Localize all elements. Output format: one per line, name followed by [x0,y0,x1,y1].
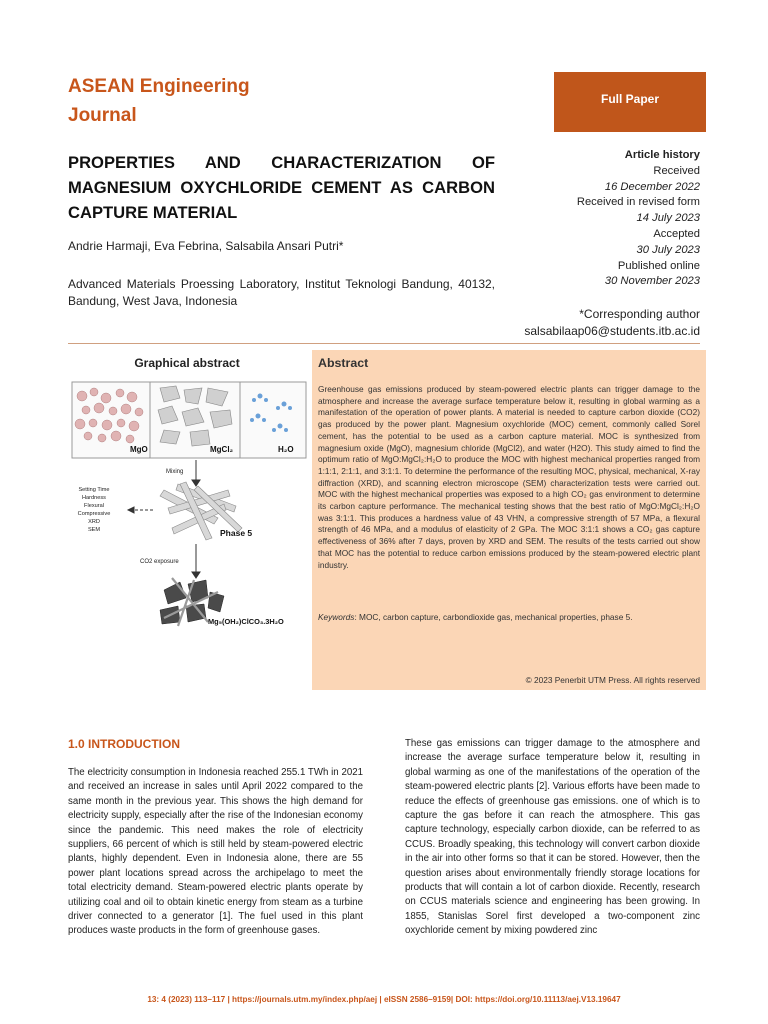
history-published-label: Published online [617,259,700,272]
h2o-label: H₂O [278,445,294,454]
test-label: Setting Time [78,487,110,493]
journal-name-line2: Journal [68,105,137,126]
mixing-label: Mixing [166,469,184,475]
article-history [470,148,700,290]
mgo-label: MgO [130,445,148,454]
corresponding-label: *Corresponding author [579,307,700,321]
keywords-list: : MOC, carbon capture, carbondioxide gas, mechanical properties, phase 5. [354,612,633,622]
copyright: © 2023 Penerbit UTM Press. All rights reserved [525,675,700,685]
introduction-column-2: These gas emissions can trigger damage to the atmosphere and increase the average surface temperature below it, resulting in global warming as one of the manifestations of the operation of the steam-powered electric plants [2]. Various efforts have been made to reduce the effects of greenhouse gas emissions. one of which is to capture the gas before it can reach the atmosphere. This gas capture technology, especially carbon dioxide, can be referred to as CCUS. Broadly speaking, this technology will convert carbon dioxide in the air into other forms so that it can be stored. However, then the question arises about environmentally friendly storage locations for products that will contain a lot of carbon dioxide. Recently, research on CCUS materials science and engineering has been growing. In 1855, Stanislas Sorel first developed a two-component zinc oxychloride cement by mixing powdered zinc [405,738,700,937]
affiliation: Advanced Materials Proessing Laboratory, Institut Teknologi Bandung, 40132, Bandung, West Java, Indonesia [68,277,495,308]
test-label: Hardness [82,495,106,501]
corresponding-author [420,306,700,340]
history-revised-date: 14 July 2023 [636,212,700,225]
test-label: Flexural [84,503,104,509]
history-heading: Article history [624,149,700,161]
phase5-label: Phase 5 [220,528,253,538]
test-arrow [128,507,154,513]
test-labels [78,487,111,533]
graphical-abstract-heading: Graphical abstract [134,356,240,370]
test-label: SEM [87,527,101,533]
history-accepted-date: 30 July 2023 [636,243,700,256]
history-received-label: Received [653,164,700,177]
graphical-abstract-figure [68,378,312,636]
journal-name-line1: ASEAN Engineering [68,76,250,97]
keywords-label: Keywords [318,612,355,622]
test-label: XRD [88,519,100,525]
journal-name [68,72,368,130]
paper-title: PROPERTIES AND CHARACTERIZATION OF MAGNESIUM OXYCHLORIDE CEMENT AS CARBON CAPTURE MATERIAL [68,153,495,222]
history-accepted-label: Accepted [653,227,700,240]
mixing-arrow [192,460,200,486]
history-published-date: 30 November 2023 [604,275,700,288]
introduction-column-1: The electricity consumption in Indonesia reached 255.1 TWh in 2021 and received an increase in sales until April 2022 compared to the same month in the previous year. This shows the high demand for electricity supply, especially after the rise of the Indonesian economy since the pandemic. This need makes the role of electricity suppliers, 66 percent of which is still held by steam-powered electric plants, highly dependent. Even in Indonesia alone, there are 55 power plant locations spread across the archipelago to meet the total electricity demand. Steam-powered electric plants operate by utilizing coal and oil to obtain kinetic energy from steam as a turbine driver connected to a generator [1]. The fuel used in this plant produces waste products in the form of greenhouse gases. [68,767,363,937]
authors: Andrie Harmaji, Eva Febrina, Salsabila Ansari Putri* [68,239,344,253]
page-footer: 13: 4 (2023) 113–117 | https://journals.utm.my/index.php/aej | eISSN 2586–9159| DOI: https://doi.org/10.11113/aej.V13.19647 [147,995,621,1004]
co2-label: CO2 exposure [140,559,179,565]
history-received-date: 16 December 2022 [604,180,700,193]
mgcl2-label: MgCl₂ [210,445,234,454]
history-revised-label: Received in revised form [576,196,700,209]
abstract-heading: Abstract [318,356,369,370]
introduction-heading: 1.0 INTRODUCTION [68,737,181,751]
co2-arrow [192,544,200,578]
paper-type-label: Full Paper [600,92,659,106]
abstract-text: Greenhouse gas emissions produced by steam-powered electric plants can trigger damage to the atmosphere and increase the average surface temperature below it, resulting in global warming as a manifestation of the operation of power plants. A material is needed to capture carbon dioxide (CO2) gas produced by the power plant. Magnesium oxychloride (MOC) cement, commonly called Sorel cement, has the potential to be used as a carbon capture material. MOC is synthesized from magnesium oxide (MgO), magnesium chloride (MgCl2), and water (H2O). This study aimed to find the optimum ratio of MgO:MgCl₂:H₂O to produce the MOC with highest mechanical properties ranged from 1:1:1, 2:1:1, and 3:1:1. To determine the performance of the resulting MOC, physical, mechanical, X-ray diffraction (XRD), and scanning electron microscope (SEM) characterization tests were carried out. MOC with the highest mechanical properties was exposed to a high CO₂ gas environment to determine its carbon capture performance. The mechanical testing shows that the best ratio of MgO:MgCl₂:H₂O was 3:1:1. This produces a hardness value of 43 VHN, a compressive strength of 57 MPa, a flexural strength of 46 MPa, and a modulus of elasticity of 2 GPa. The MOC 3:1:1 shows a CO₂ gas capture effectiveness of 36% after 7 days, proven by XRD and SEM. The results of the tests carried out show that MOC has the potential to reduce carbon emissions produced by the steam-powered electric plant industry. [318,384,700,570]
test-label: Compressive [77,511,111,517]
product-label: Mg₅(OH₂)ClCO₃.3H₂O [208,617,284,626]
section-divider [68,343,700,344]
keywords [318,612,700,622]
corresponding-email[interactable]: salsabilaap06@students.itb.ac.id [524,324,700,338]
